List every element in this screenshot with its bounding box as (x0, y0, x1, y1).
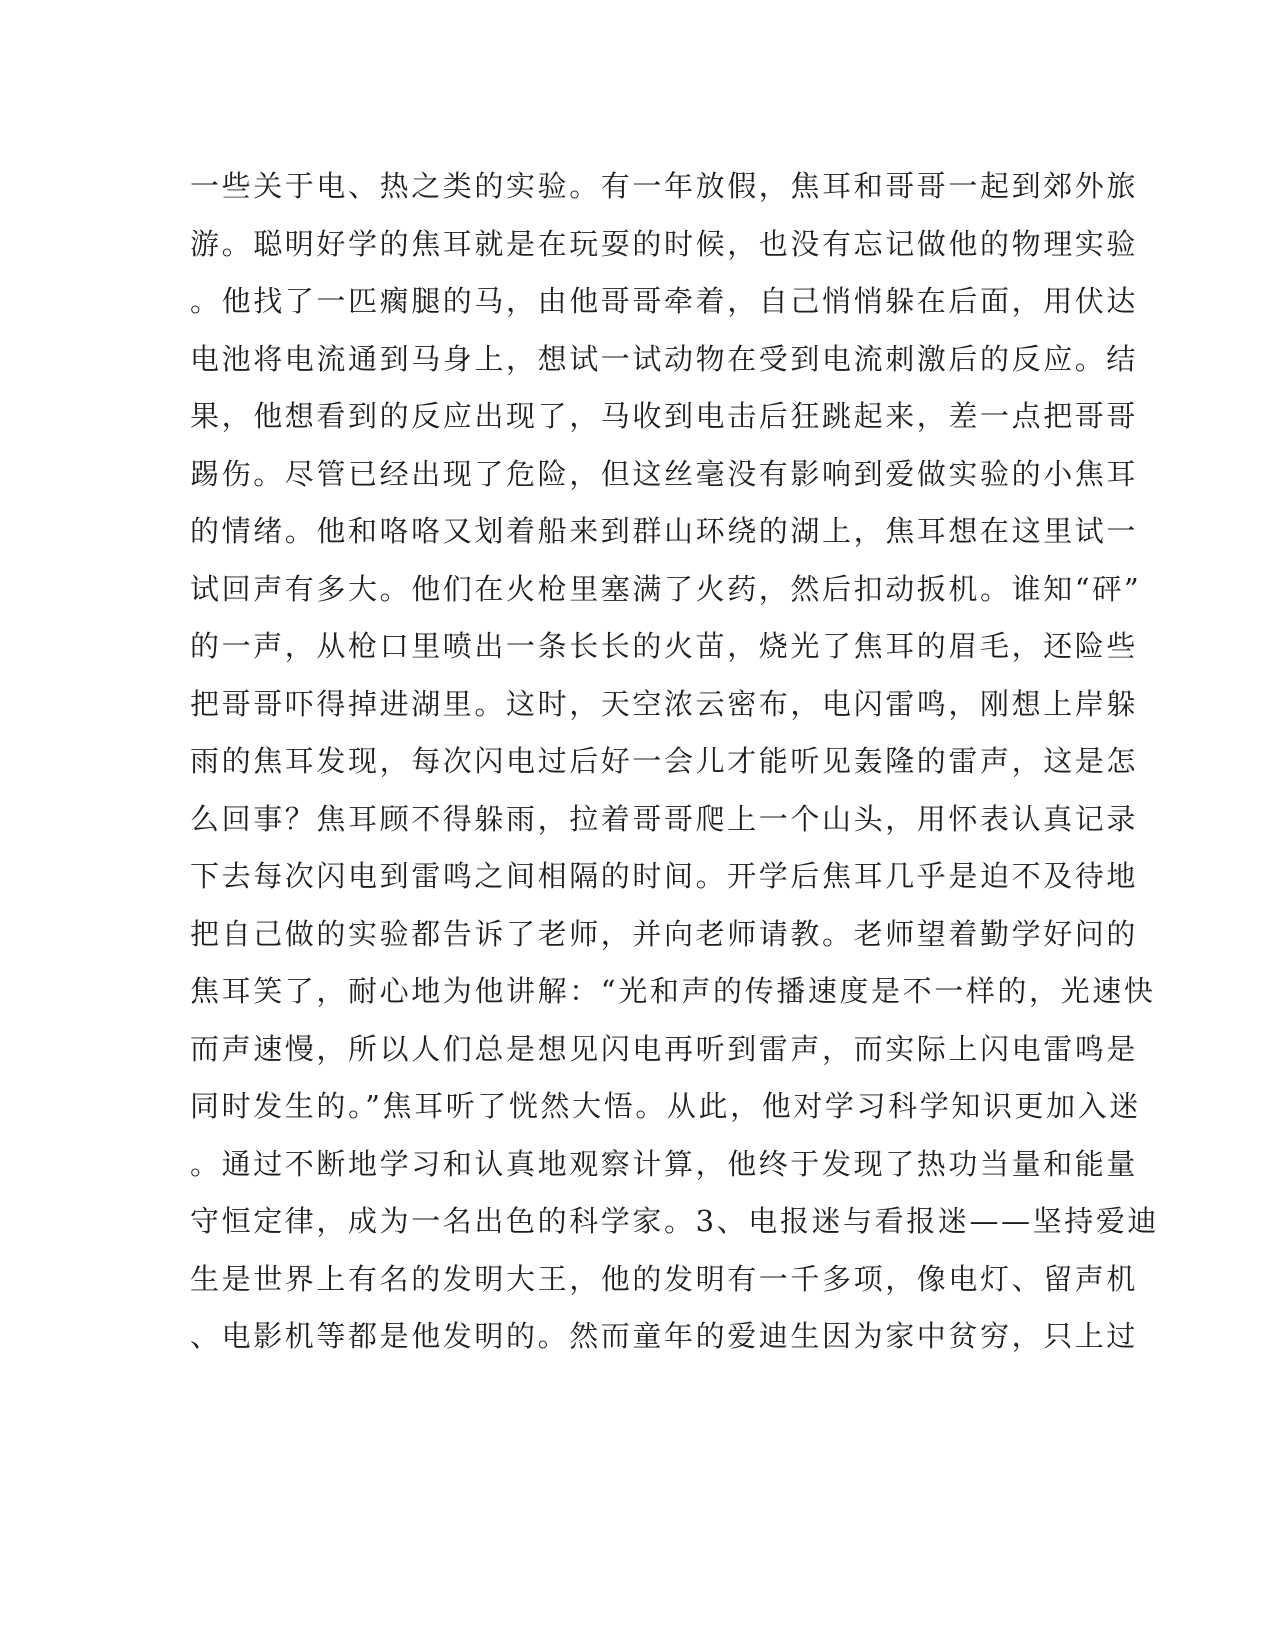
text-line: 守恒定律，成为一名出色的科学家。3、电报迷与看报迷——坚持爱迪 (190, 1204, 1160, 1238)
text-line: 果，他想看到的反应出现了，马收到电击后狂跳起来，差一点把哥哥 (190, 399, 1139, 433)
text-line: 么回事？焦耳顾不得躲雨，拉着哥哥爬上一个山头，用怀表认真记录 (190, 801, 1139, 836)
text-line: 踢伤。尽管已经出现了危险，但这丝毫没有影响到爱做实验的小焦耳 (190, 456, 1139, 491)
text-line: 、电影机等都是他发明的。然而童年的爱迪生因为家中贫穷，只上过 (190, 1319, 1139, 1353)
text-line: 把自己做的实验都告诉了老师，并向老师请教。老师望着勤学好问的 (190, 916, 1139, 951)
text-line: 游。聪明好学的焦耳就是在玩耍的时候，也没有忘记做他的物理实验 (190, 226, 1139, 261)
text-line: 。通过不断地学习和认真地观察计算，他终于发现了热功当量和能量 (190, 1146, 1139, 1181)
text-line: 电池将电流通到马身上，想试一试动物在受到电流刺激后的反应。结 (190, 341, 1139, 376)
text-line: 的一声，从枪口里喷出一条长长的火苗，烧光了焦耳的眉毛，还险些 (190, 629, 1139, 663)
text-line: 焦耳笑了，耐心地为他讲解：“光和声的传播速度是不一样的，光速快 (190, 974, 1156, 1008)
text-line: 试回声有多大。他们在火枪里塞满了火药，然后扣动扳机。谁知“砰” (190, 571, 1142, 606)
body-text (190, 158, 1160, 1366)
text-line: 。他找了一匹瘸腿的马，由他哥哥牵着，自己悄悄躲在后面，用伏达 (190, 284, 1139, 318)
text-line: 雨的焦耳发现，每次闪电过后好一会儿才能听见轰隆的雷声，这是怎 (190, 744, 1139, 778)
text-line: 把哥哥吓得掉进湖里。这时，天空浓云密布，电闪雷鸣，刚想上岸躲 (190, 686, 1139, 721)
text-line: 一些关于电、热之类的实验。有一年放假，焦耳和哥哥一起到郊外旅 (190, 169, 1139, 203)
text-line: 生是世界上有名的发明大王，他的发明有一千多项，像电灯、留声机 (190, 1261, 1139, 1296)
text-line: 的情绪。他和咯咯又划着船来到群山环绕的湖上，焦耳想在这里试一 (190, 514, 1139, 548)
text-line: 同时发生的。”焦耳听了恍然大悟。从此，他对学习科学知识更加入迷 (190, 1089, 1141, 1123)
text-line: 下去每次闪电到雷鸣之间相隔的时间。开学后焦耳几乎是迫不及待地 (190, 859, 1139, 893)
text-line: 而声速慢，所以人们总是想见闪电再听到雷声，而实际上闪电雷鸣是 (190, 1031, 1139, 1066)
